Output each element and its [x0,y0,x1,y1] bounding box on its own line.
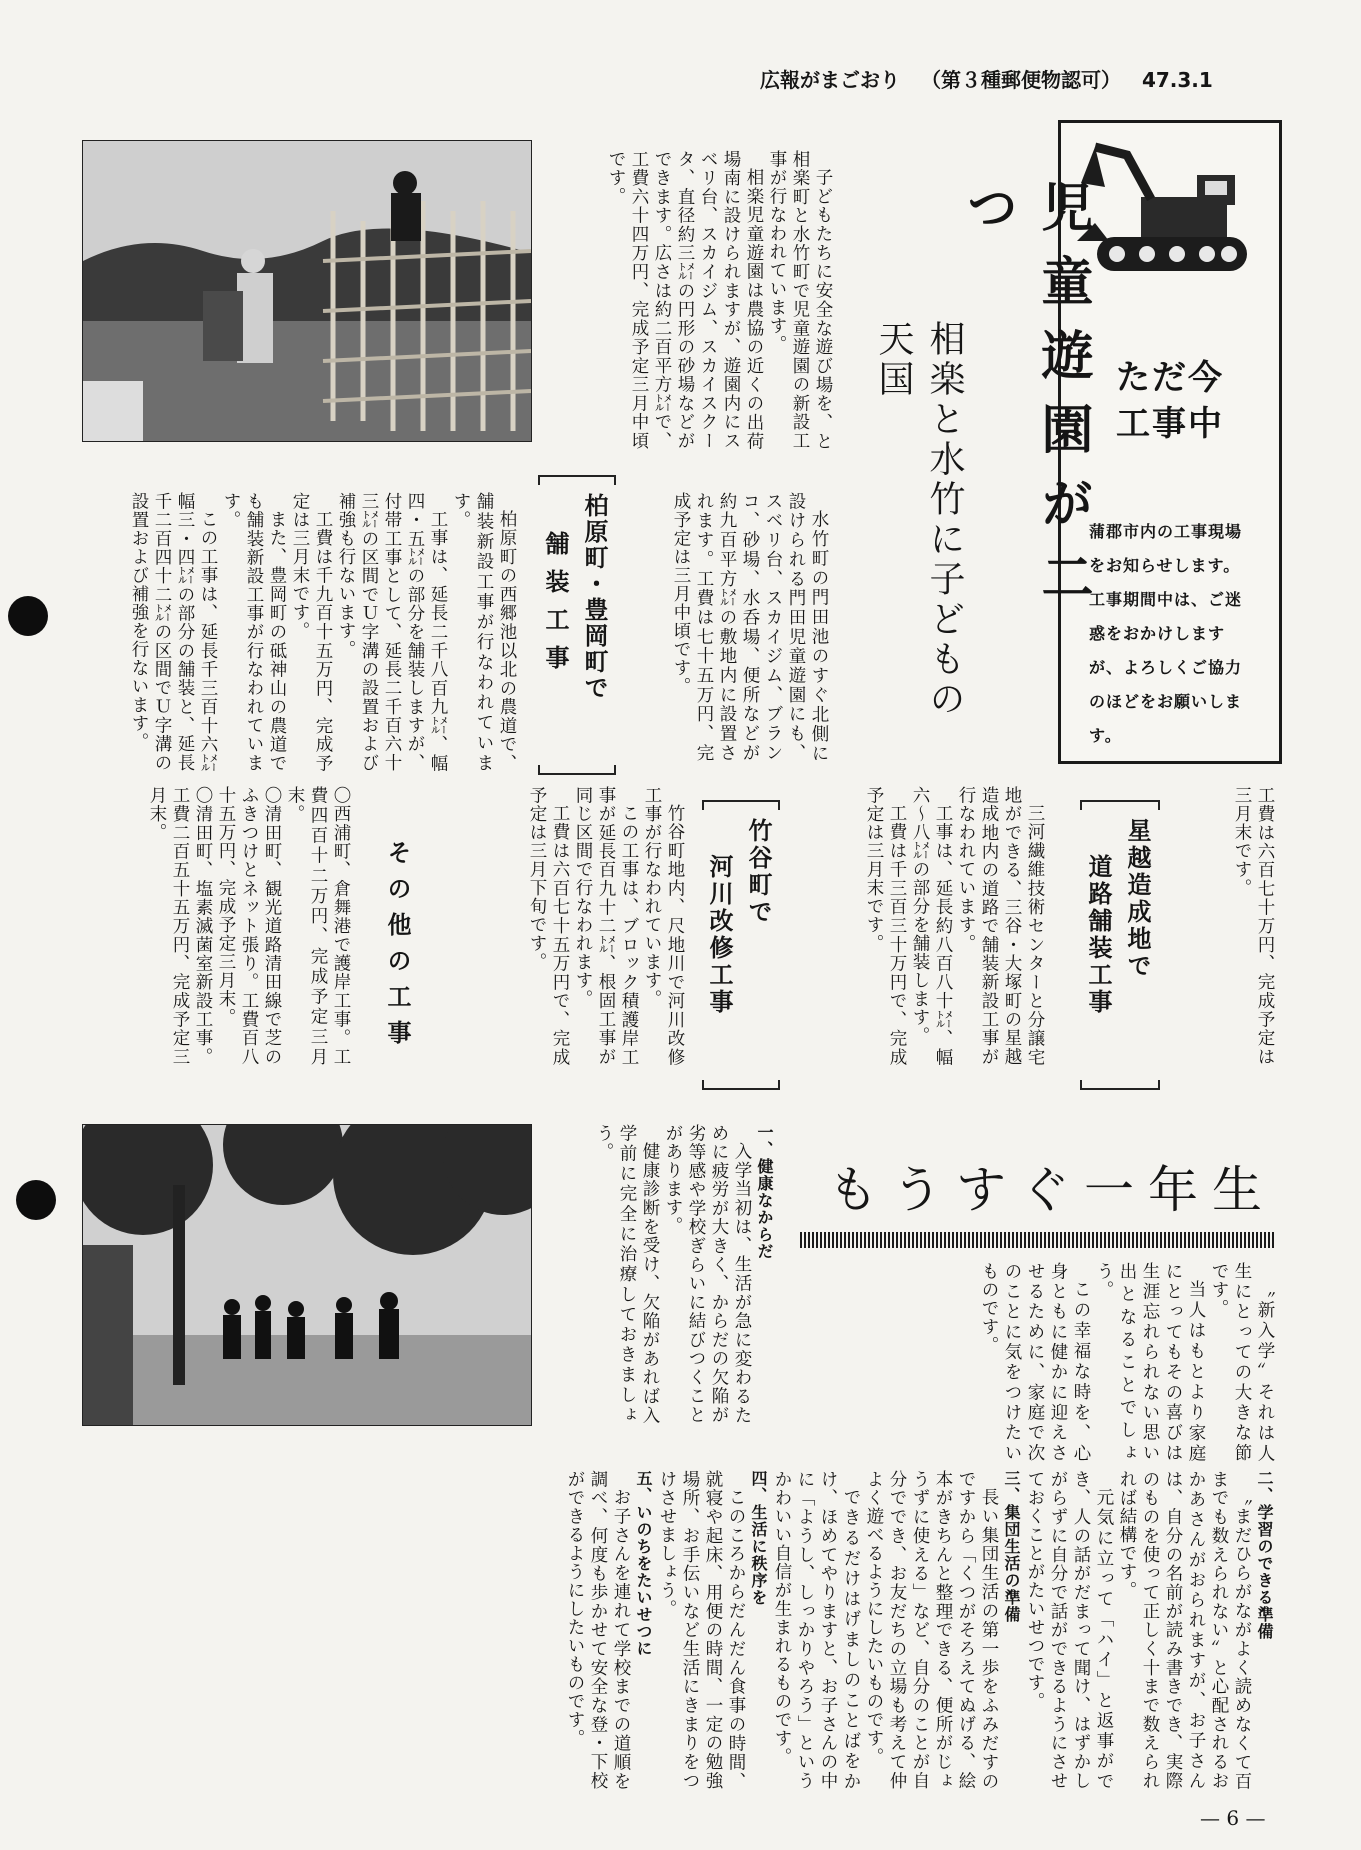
paving-paragraph-3: 工費は千九百十五万円、完成予定は三月末です。 [290,492,333,772]
school-section-5-text: お子さんを連れて学校までの道順を調べ、何度も歩かせて安全な登・下校ができるようにしたいものです。 [565,1470,631,1790]
school-intro-1: 〝新入学〟それは人生にとっての大きな節です。 [1209,1262,1275,1462]
takeya-heading-line1: 竹谷町で [744,818,772,926]
schoolchildren-photo-image [83,1125,531,1425]
hoshigoe-paragraph-1: 三河繊維技術センターと分譲宅地ができる、三谷・大塚町の星越造成地内の道路で舗装新設工事が行なわれています。 [956,786,1045,1066]
school-section-1-text: 入学当初は、生活が急に変わるために疲労が大きく、からだの欠陥が劣等感や学校ぎらいに結びつくことがあります。 [663,1124,752,1424]
school-section-4-text: このころからだんだん食事の時間、就寝や起床、用便の時間、一定の勉強場所、お手伝いなど生活にきまりをつけさせましょう。 [657,1470,746,1790]
park-paragraph-3: 水竹町の門田池のすぐ北側に設けられる門田児童遊園にも、スベリ台、スカイジム、ブランコ、砂場、水呑場、便所などが約九百平方㍍の敷地内に設置されます。工費は七十五万円、完成予定は三月中頃です。 [671,492,829,762]
paving-paragraph-5: この工事は、延長千三百十六㍍幅三・四㍍の部分の舗装と、延長千二百四十二㍍の区間でＵ字溝の設置および補強を行ないます。 [129,492,218,772]
hoshigoe-body [790,786,1046,1066]
paving-heading-line2: 舗装工事 [541,531,569,683]
park-body-top [546,150,834,450]
notice-title-line1: ただ今 [1116,358,1224,398]
takeya-paragraph-3: 工費は六百七十五万円で、完成予定は三月下旬です。 [527,786,570,1066]
issue-date: 47.3.1 [1141,68,1213,92]
notice-title-line2: 工事中 [1116,404,1224,444]
school-section-1-heading: 一、健康なからだ [755,1124,774,1260]
construction-photo [82,140,532,442]
paving-paragraph-4: また、豊岡町の砥神山の農道でも舗装新設工事が行なわれています。 [221,492,287,772]
paving-body-continued [1186,786,1276,1066]
takeya-heading [694,800,784,1090]
school-section-2-text: 〝まだひらがながよく読めなくて百までも数えられない〟と心配されるおかあさんがおられますが、お子さんは、自分の名前が読み書きでき、実際のものを使って正しく十まで数えられれば結構です。 [1117,1470,1252,1790]
schoolchildren-photo [82,1124,532,1426]
other-item-2: 〇清田町、観光道路清田線で芝のふきつけとネット張り。工費百八十五万円、完成予定三月末。 [216,786,282,1066]
school-intro-2: 当人はもとより家庭にとってもその喜びは生涯忘れられない思い出となることでしょう。 [1094,1262,1206,1462]
other-body [138,786,352,1066]
takeya-paragraph-2: この工事は、ブロック積護岸工事が延長百九十二㍍、根固工事が同じ区間で行なわれます。 [573,786,639,1066]
takeya-heading-line2: 河川改修工事 [705,854,733,1016]
paving-paragraph-1: 柏原町の西郷池以北の農道で、舗装新設工事が行なわれています。 [451,492,517,772]
school-section-1-text-2: 健康診断を受け、欠陥があれば入学前に完全に治療しておきましょう。 [594,1124,660,1424]
page-header [760,64,1320,93]
punch-hole-top [8,596,48,636]
school-section-3-text-2: できるだけはげましのことばをかけ、ほめてやりますと、お子さんの中に「ようし、しっかりやろう」というかわいい自信が生まれるものです。 [772,1470,861,1790]
park-title: 児童遊園が二つ [957,180,1093,624]
other-item-1: 〇西浦町、倉舞港で護岸工事。工費四百十二万円、完成予定三月末。 [285,786,351,1066]
park-paragraph-1: 子どもたちに安全な遊び場を、と相楽町と水竹町で児童遊園の新設工事が行なわれています。 [767,150,833,450]
school-intro-3: この幸福な時を、心身ともに健かに迎えさせるために、家庭で次のことに気をつけたいものです。 [979,1262,1091,1462]
park-subtitle: 相楽と水竹に子どもの天国 [873,320,965,720]
school-section-2-text-2: 元気に立って「ハイ」と返事ができ、人の話がだまって聞け、はずかしがらずに自分で話ができるようにさせておくことがたいせつです。 [1025,1470,1114,1790]
paving-heading [530,475,620,775]
hoshigoe-paragraph-3: 工費は千三百三十万円で、完成予定は三月末です。 [864,786,907,1066]
hoshigoe-heading-line1: 星越造成地で [1123,818,1151,980]
paving-paragraph-6: 工費は六百七十万円、完成予定は三月末です。 [1232,786,1275,1066]
school-section-3-heading: 三、集団生活の準備 [1002,1470,1021,1623]
hoshigoe-paragraph-2: 工事は、延長約八百八十㍍、幅六～八㍍の部分を舗装します。 [910,786,953,1066]
hoshigoe-heading-line2: 道路舗装工事 [1084,854,1112,1016]
punch-hole-bottom [16,1180,56,1220]
construction-photo-image [83,141,531,441]
page-number: — 6 — [1200,1806,1266,1830]
school-section-5-heading: 五、いのちをたいせつに [634,1470,653,1657]
publication-name: 広報がまごおり [760,68,900,92]
park-paragraph-2: 相楽児童遊園は農協の近くの出荷場南に設けられますが、遊園内にスベリ台、スカイジム、スカイスクータ、直径約三㍍の円形の砂場などができます。広さは約二百平方㍍で、工費六十四万円、完成予定三月中頃です。 [606,150,764,450]
paving-heading-line1: 柏原町・豊岡町で [580,493,608,701]
park-body-lower [640,492,830,762]
hoshigoe-heading [1070,800,1166,1090]
school-section-1 [546,1124,776,1424]
notice-body: 蒲郡市内の工事現場をお知らせします。工事期間中は、ご迷惑をおかけしますが、よろしくご協力のほどをお願いします。 [1089,522,1243,745]
permit-note: （第３種郵便物認可） [920,68,1121,92]
paving-body [129,492,518,772]
school-section-3-text: 長い集団生活の第一歩をふみだすのですから「くつがそろえてぬげる、絵本がきちんと整理できる、便所がじょうずに使える」など、自分のことが自分ででき、お友だちの立場も考えて仲よく遊べるようにしたいものです。 [864,1470,999,1790]
other-heading: その他の工事 [383,840,411,1056]
school-section-2-heading: 二、学習のできる準備 [1255,1470,1274,1640]
school-lower-tier [60,1470,1276,1790]
takeya-paragraph-1: 竹谷町地内、尺地川で河川改修工事が行なわれています。 [642,786,685,1066]
takeya-body [448,786,686,1066]
school-section-4-heading: 四、生活に秩序を [749,1470,768,1606]
school-title-rule [800,1232,1276,1248]
school-title: もうすぐ一年生 [828,1161,1276,1219]
other-item-3: 〇清田町、塩素滅菌室新設工事。工費二百五十五万円、完成予定三月末。 [147,786,213,1066]
paving-paragraph-2: 工事は、延長二千八百九㍍、幅四・五㍍の部分を舗装しますが、付帯工事として、延長二千百六十三㍍の区間でＵ字溝の設置および補強も行ないます。 [336,492,448,772]
school-intro [780,1262,1276,1462]
